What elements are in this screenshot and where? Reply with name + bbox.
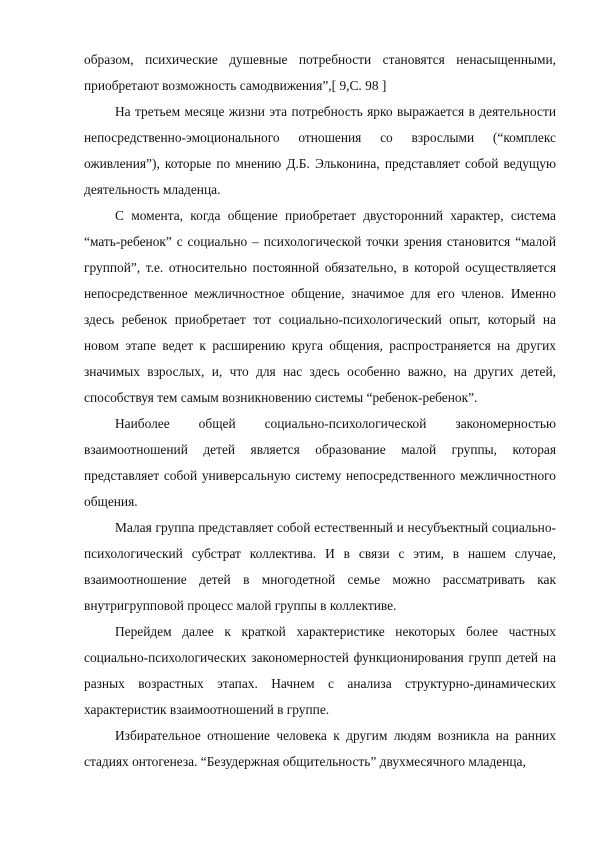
paragraph-6: Перейдем далее к краткой характеристике некоторых более частных социально-психологических закономерностей функционирования групп детей на разных возрастных этапах. Начнем с анализа структурно-динамических характеристик взаимоотношений в группе. — [84, 624, 556, 717]
body-text — [84, 47, 556, 775]
paragraph-7: Избирательное отношение человека к другим людям возникла на ранних стадиях онтогенеза. “Безудержная общительность” двухмесячного младенца, — [84, 728, 556, 769]
paragraph-1: образом, психические душевные потребности становятся ненасыщенными, приобретают возможность самодвижения”,[ 9,С. 98 ] — [84, 52, 556, 93]
paragraph-5: Малая группа представляет собой естественный и несубъектный социально-психологический субстрат коллектива. И в связи с этим, в нашем случае, взаимоотношение детей в многодетной семье можно рассматривать как внутригрупповой процесс малой группы в коллективе. — [84, 520, 556, 613]
paragraph-3: С момента, когда общение приобретает двусторонний характер, система “мать-ребенок” с социально – психологической точки зрения становится “малой группой”, т.е. относительно постоянной обязательно, в которой осуществляется непосредственное межличностное общение, значимое для его членов. Именно здесь ребенок приобретает тот социально-психологический опыт, который на новом этапе ведет к расширению круга общения, распространяется на других значимых взрослых, и, что для нас здесь особенно важно, на других детей, способствуя тем самым возникновению системы “ребенок-ребенок”. — [84, 208, 556, 405]
paragraph-4: Наиболее общей социально-психологической закономерностью взаимоотношений детей является образование малой группы, которая представляет собой универсальную систему непосредственного межличностного общения. — [84, 416, 556, 509]
paragraph-2: На третьем месяце жизни эта потребность ярко выражается в деятельности непосредственно-эмоционального отношения со взрослыми (“комплекс оживления”), которые по мнению Д.Б. Эльконина, представляет собой ведущую деятельность младенца. — [84, 104, 556, 197]
